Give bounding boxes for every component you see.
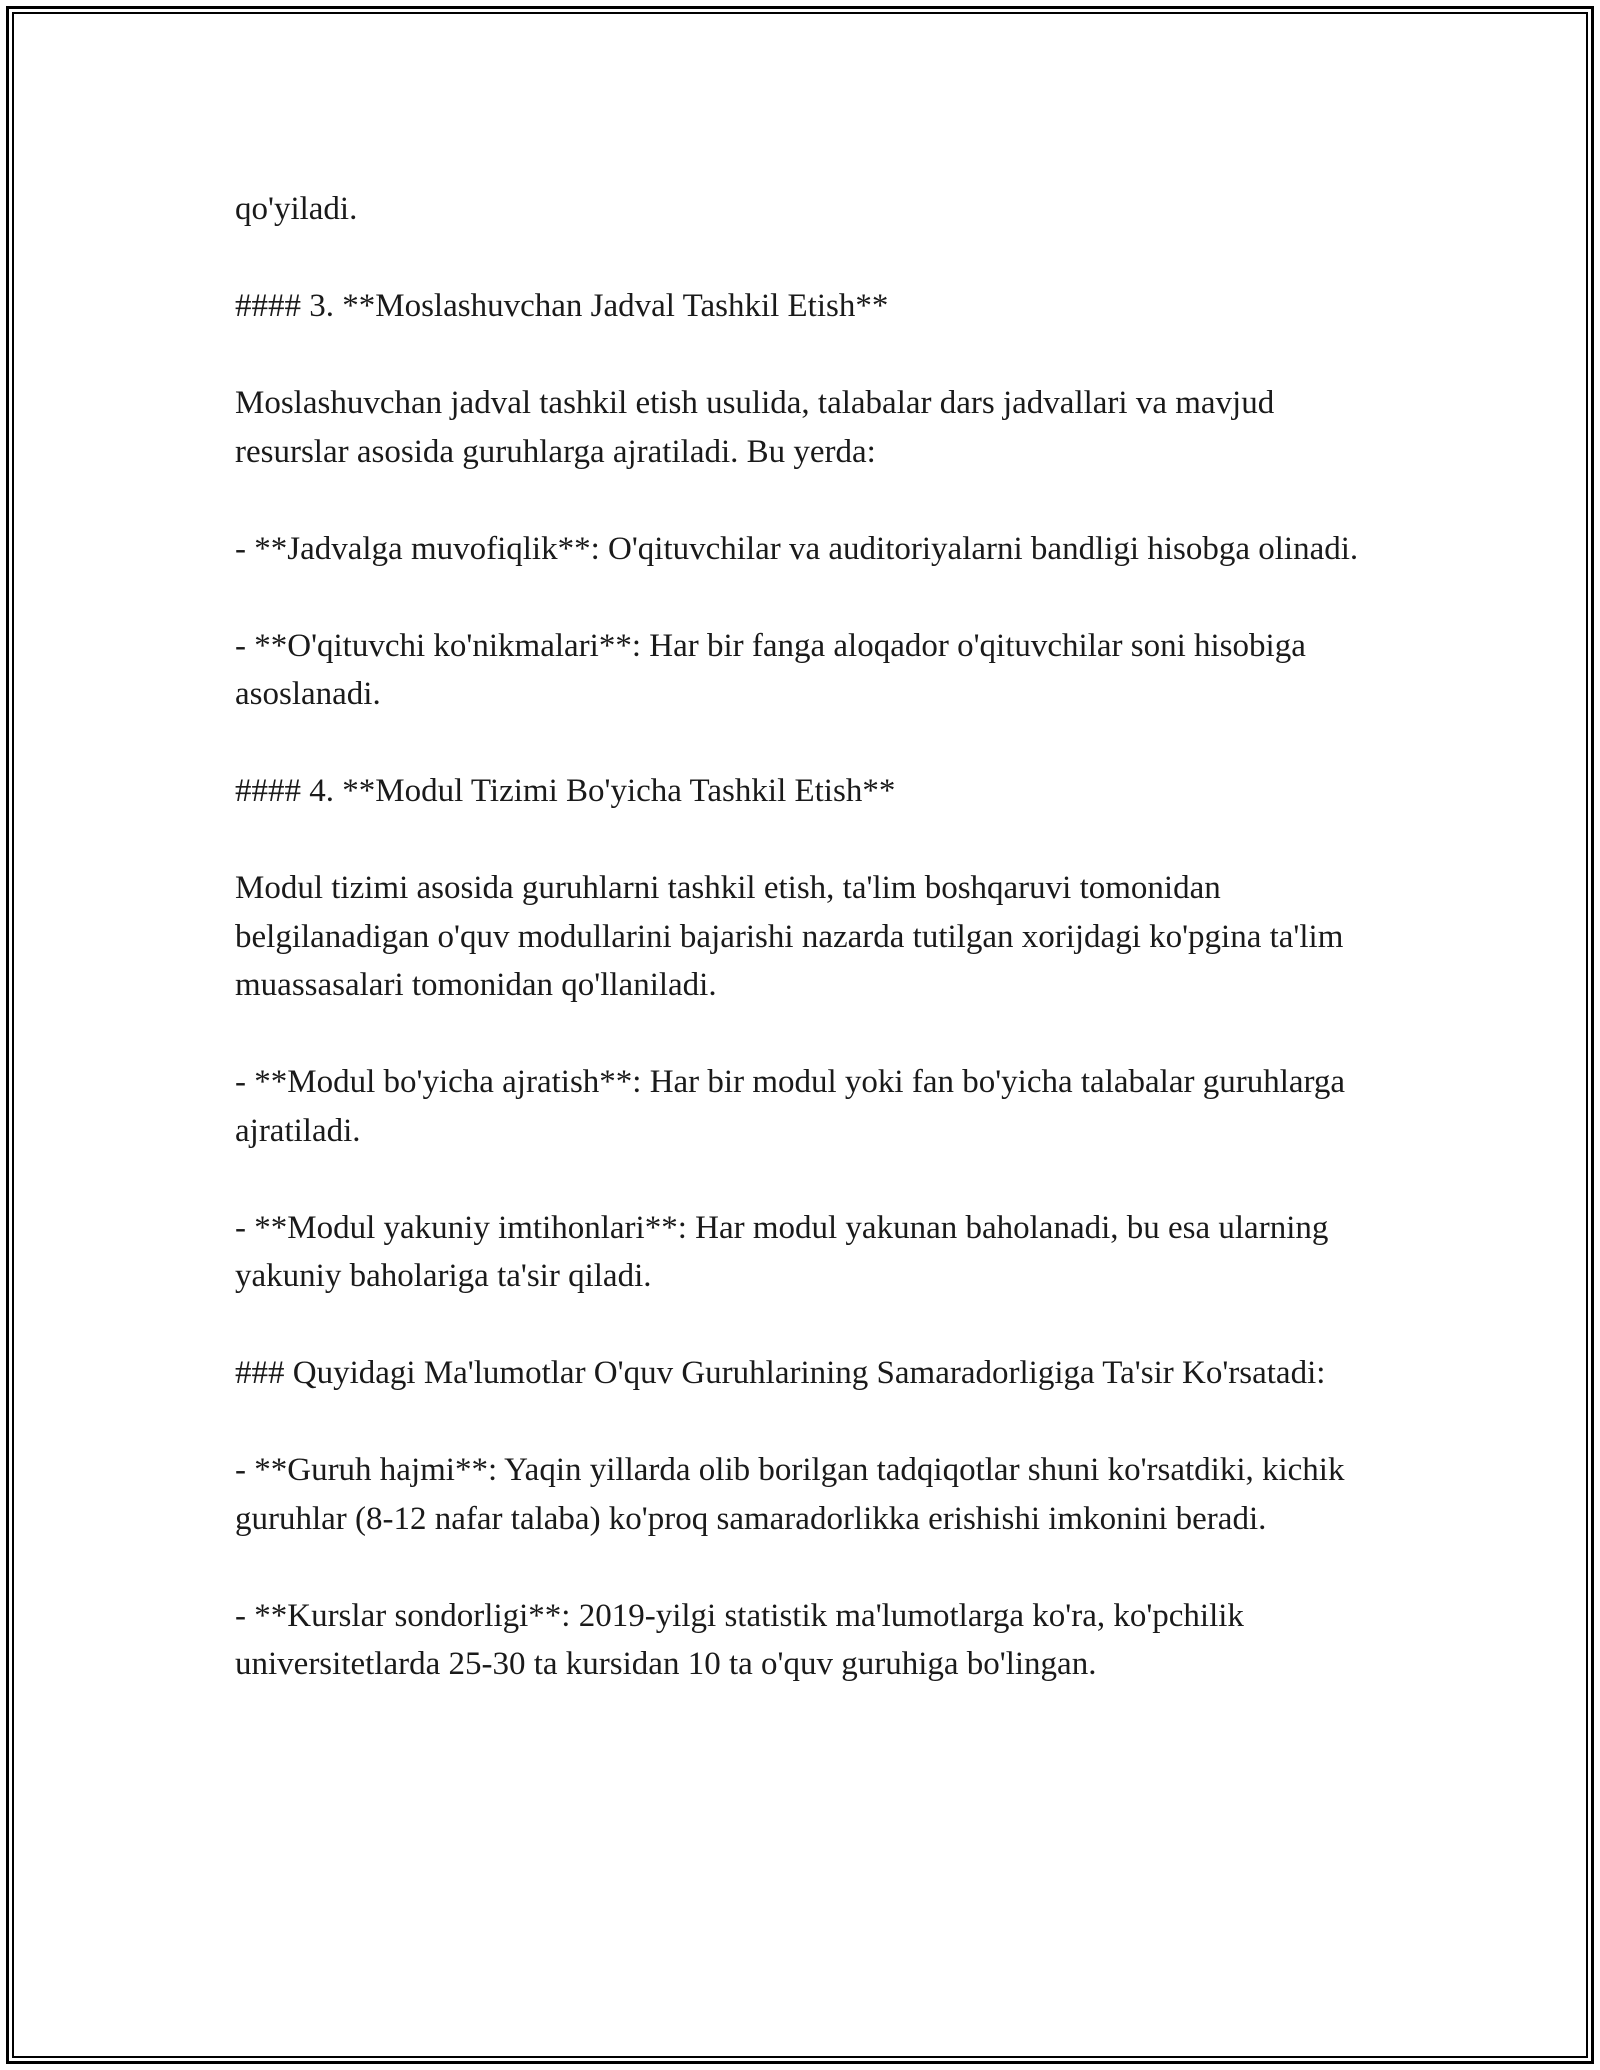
heading-section-3: #### 3. **Moslashuvchan Jadval Tashkil Etish** bbox=[235, 288, 889, 324]
bullet-course-count: - **Kurslar sondorligi**: 2019-yilgi statistik ma'lumotlarga ko'ra, ko'pchilik universitetlarda 25-30 ta kursidan 10 ta o'quv guruhiga bo'lingan. bbox=[235, 1597, 1253, 1682]
bullet-module-exams: - **Modul yakuniy imtihonlari**: Har modul yakunan baholanadi, bu esa ularning yakuniy baholariga ta'sir qiladi. bbox=[235, 1209, 1337, 1294]
bullet-module-division: - **Modul bo'yicha ajratish**: Har bir modul yoki fan bo'yicha talabalar guruhlarga ajratiladi. bbox=[235, 1064, 1354, 1149]
paragraph-continuation: qo'yiladi. bbox=[235, 191, 358, 227]
document-body bbox=[235, 185, 1375, 1737]
bullet-schedule-compliance: - **Jadvalga muvofiqlik**: O'qituvchilar va auditoriyalarni bandligi hisobga olinadi. bbox=[235, 530, 1359, 567]
bullet-group-size: - **Guruh hajmi**: Yaqin yillarda olib borilgan tadqiqotlar shuni ko'rsatdiki, kichik guruhlar (8-12 nafar talaba) ko'proq samaradorlikka erishishi imkonini beradi. bbox=[235, 1452, 1353, 1537]
paragraph-module-system: Modul tizimi asosida guruhlarni tashkil etish, ta'lim boshqaruvi tomonidan belgilanadigan o'quv modullarini bajarishi nazarda tutilgan xorijdagi ko'pgina ta'lim muassasalari tomonidan qo'llaniladi. bbox=[235, 870, 1352, 1003]
heading-factors: ### Quyidagi Ma'lumotlar O'quv Guruhlarining Samaradorligiga Ta'sir Ko'rsatadi: bbox=[235, 1355, 1326, 1391]
bullet-teacher-skills: - **O'qituvchi ko'nikmalari**: Har bir fanga aloqador o'qituvchilar soni hisobiga asoslanadi. bbox=[235, 627, 1315, 712]
paragraph-flexible-schedule: Moslashuvchan jadval tashkil etish usulida, talabalar dars jadvallari va mavjud resurslar asosida guruhlarga ajratiladi. Bu yerda: bbox=[235, 385, 1283, 470]
heading-section-4: #### 4. **Modul Tizimi Bo'yicha Tashkil Etish** bbox=[235, 773, 896, 809]
